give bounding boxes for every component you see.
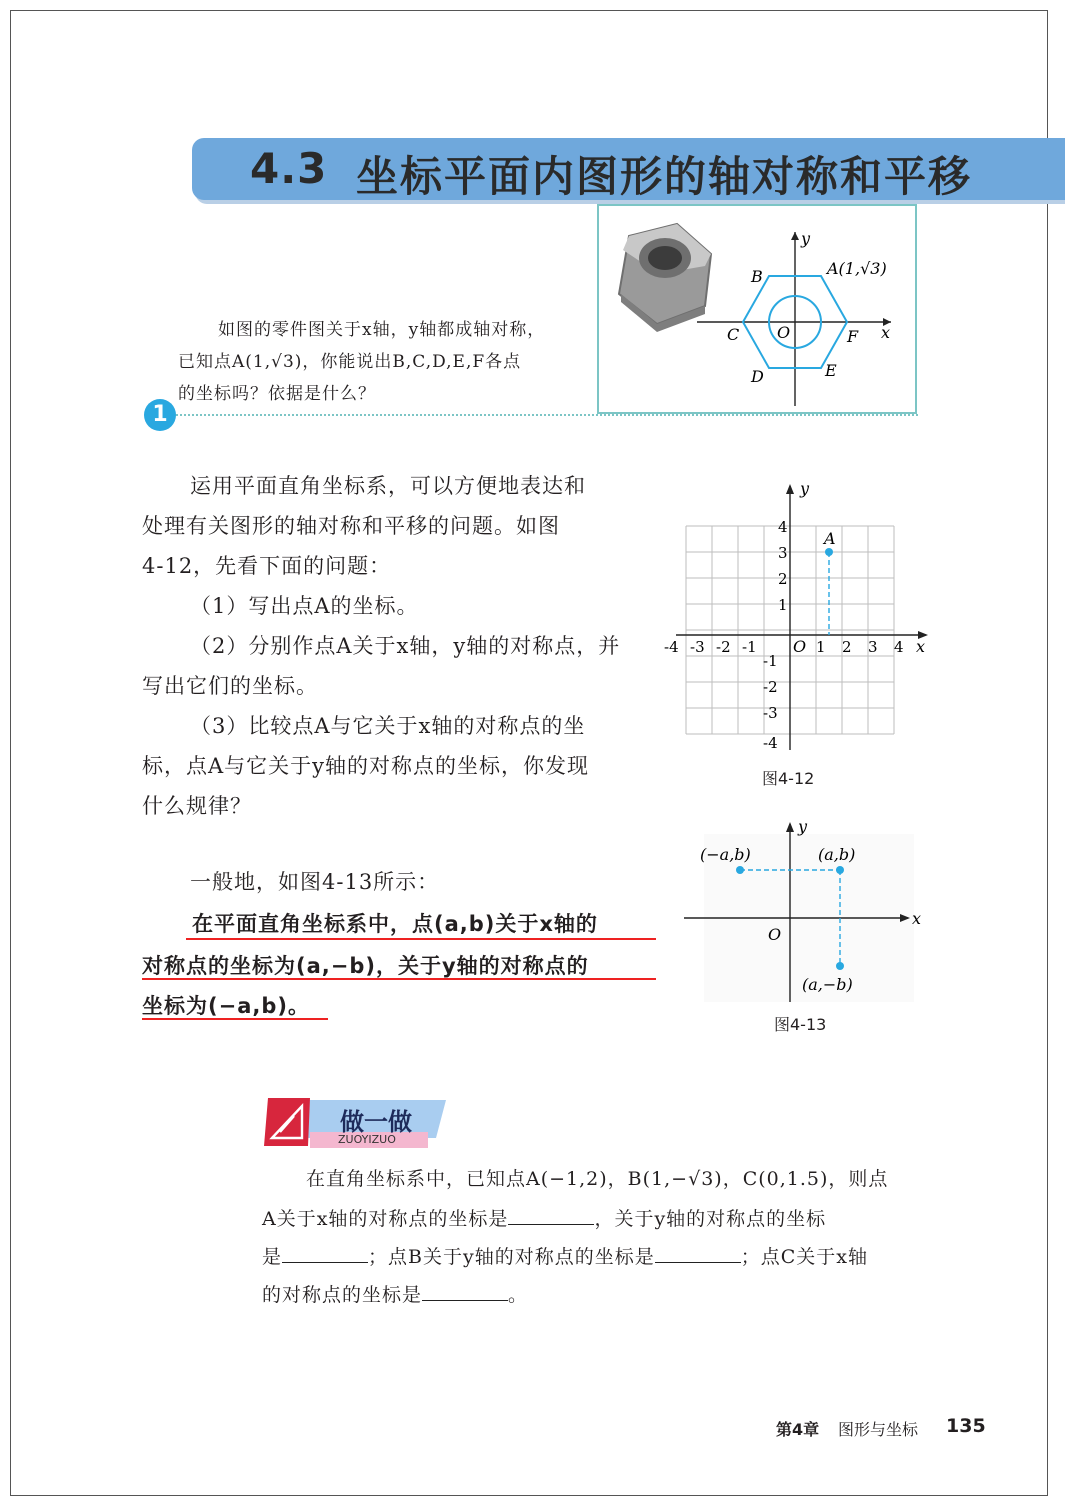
intro-line-1: 运用平面直角坐标系，可以方便地表达和 <box>190 474 586 498</box>
fig412-tick-y-2: 2 <box>778 570 788 588</box>
fig412-tick-y-neg3: -3 <box>763 704 778 722</box>
section-title: 坐标平面内图形的轴对称和平移 <box>356 152 973 201</box>
fig1-label-B: B <box>751 267 763 286</box>
fig412-tick-x-neg1: -1 <box>742 638 757 656</box>
footer-chapter-title: 图形与坐标 <box>838 1420 919 1439</box>
fig1-axis-x: x <box>881 323 891 342</box>
answer-blank-3[interactable] <box>655 1240 741 1263</box>
exercise-text-b: ，关于y轴的对称点的坐标 <box>594 1208 827 1230</box>
exercise-line-4 <box>262 1276 528 1314</box>
answer-blank-2[interactable] <box>282 1240 368 1263</box>
fig413-diagram <box>680 818 930 1008</box>
fig413-label-p2: (a,b) <box>818 845 856 864</box>
fig413-label-p1: (−a,b) <box>700 845 751 864</box>
question1-line-1: 如图的零件图关于x轴，y轴都成轴对称， <box>218 320 546 340</box>
intro-line-3: 4-12，先看下面的问题： <box>142 554 392 578</box>
rule-underline-1 <box>186 938 656 940</box>
intro-line-9: 什么规律？ <box>142 794 252 818</box>
fig412-tick-y-neg1: -1 <box>763 652 778 670</box>
fig412-caption: 图4-12 <box>762 769 815 788</box>
section-number: 4.3 <box>250 144 328 193</box>
fig413-label-p3: (a,−b) <box>802 975 853 994</box>
fig412-tick-x-4: 4 <box>894 638 904 656</box>
fig412-tick-y-neg2: -2 <box>763 678 778 696</box>
question1-line-3: 的坐标吗？依据是什么？ <box>178 384 376 404</box>
fig412-origin: O <box>793 637 807 656</box>
point-neg-a-b <box>736 866 744 874</box>
fig412-axis-y: y <box>800 479 810 498</box>
rule-underline-2 <box>142 978 656 980</box>
fig1-label-D: D <box>751 367 764 386</box>
intro-line-8: 标，点A与它关于y轴的对称点的坐标，你发现 <box>142 754 590 778</box>
fig412-point-label: A <box>824 529 836 548</box>
fig412-tick-x-3: 3 <box>868 638 878 656</box>
answer-blank-4[interactable] <box>422 1278 508 1301</box>
dotted-divider <box>176 414 918 416</box>
page-number: 135 <box>946 1415 986 1437</box>
fig1-axis-y: y <box>801 229 811 248</box>
nut-photo-icon <box>619 224 711 332</box>
answer-blank-1[interactable] <box>508 1202 594 1225</box>
rule-underline-3 <box>142 1018 328 1020</box>
fig1-label-F: F <box>847 327 859 346</box>
fig412-tick-y-neg4: -4 <box>763 734 778 752</box>
fig1-origin: O <box>777 323 791 342</box>
fig412-tick-x-neg3: -3 <box>690 638 705 656</box>
zuoyizuo-pinyin: ZUOYIZUO <box>338 1133 396 1146</box>
fig1-label-E: E <box>825 361 837 380</box>
fig412-tick-x-neg2: -2 <box>716 638 731 656</box>
fig412-tick-y-4: 4 <box>778 518 788 536</box>
nut-diagram <box>599 206 915 412</box>
fig412-axis-x: x <box>916 637 926 656</box>
fig1-label-A: A(1,√3) <box>827 259 887 278</box>
rule-line-3: 坐标为(−a,b)。 <box>142 994 310 1018</box>
fig413-axis-y: y <box>798 818 808 836</box>
exercise-text-d: ；点B关于y轴的对称点的坐标是 <box>368 1246 655 1268</box>
fig413-axis-x: x <box>912 909 922 928</box>
exercise-line-1: 在直角坐标系中，已知点A(−1,2)，B(1,−√3)，C(0,1.5)，则点 <box>306 1168 889 1190</box>
fig412-grid <box>660 478 940 768</box>
footer-chapter: 第4章 <box>776 1420 820 1439</box>
point-a-b <box>836 866 844 874</box>
fig413-caption: 图4-13 <box>774 1015 827 1034</box>
zuoyizuo-title: 做一做 <box>340 1108 412 1136</box>
exercise-text-f: 的对称点的坐标是 <box>262 1284 423 1306</box>
fig412-tick-y-1: 1 <box>778 596 788 614</box>
fig412-tick-x-2: 2 <box>842 638 852 656</box>
general-lead: 一般地，如图4-13所示： <box>190 870 440 894</box>
intro-line-7: （3）比较点A与它关于x轴的对称点的坐 <box>190 714 586 738</box>
fig412-tick-y-3: 3 <box>778 544 788 562</box>
question-number-badge: 1 <box>144 399 176 431</box>
fig412-tick-x-1: 1 <box>816 638 826 656</box>
point-a-neg-b <box>836 962 844 970</box>
intro-line-6: 写出它们的坐标。 <box>142 674 318 698</box>
nut-figure-box <box>597 204 917 414</box>
point-A <box>825 548 833 556</box>
question1-line-2: 已知点A(1,√3)，你能说出B,C,D,E,F各点 <box>178 352 522 372</box>
intro-line-4: （1）写出点A的坐标。 <box>190 594 419 618</box>
fig1-label-C: C <box>727 325 740 344</box>
exercise-text-g: 。 <box>508 1284 529 1306</box>
exercise-line-3 <box>262 1238 868 1276</box>
exercise-text-e: ；点C关于x轴 <box>740 1246 868 1268</box>
exercise-text-a: A关于x轴的对称点的坐标是 <box>262 1208 509 1230</box>
rule-line-2: 对称点的坐标为(a,−b)，关于y轴的对称点的 <box>142 954 589 978</box>
rule-line-1: 在平面直角坐标系中，点(a,b)关于x轴的 <box>192 912 598 936</box>
intro-line-2: 处理有关图形的轴对称和平移的问题。如图 <box>142 514 560 538</box>
intro-line-5: （2）分别作点A关于x轴，y轴的对称点，并 <box>190 634 621 658</box>
exercise-text-c: 是 <box>262 1246 283 1268</box>
fig413-origin: O <box>768 925 782 944</box>
exercise-line-2 <box>262 1200 826 1238</box>
fig412-tick-x-neg4: -4 <box>664 638 679 656</box>
